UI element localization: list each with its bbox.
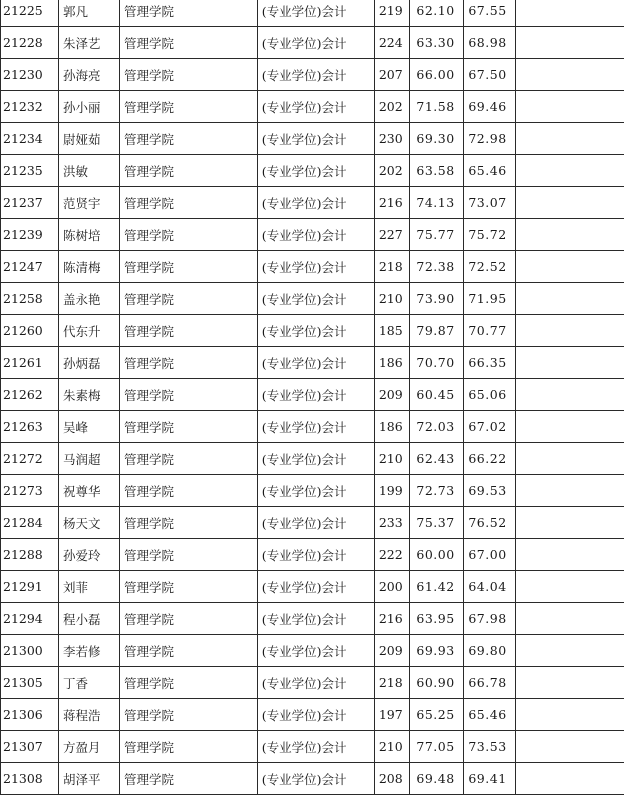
retest-score-cell: 71.58 bbox=[409, 91, 463, 123]
total-score-cell: 69.53 bbox=[463, 475, 515, 507]
initial-score-cell: 224 bbox=[374, 27, 409, 59]
student-name-cell: 孙小丽 bbox=[58, 91, 119, 123]
retest-score-cell: 62.43 bbox=[409, 443, 463, 475]
table-row bbox=[1, 347, 624, 379]
initial-score-cell: 210 bbox=[374, 443, 409, 475]
major-cell: (专业学位)会计 bbox=[257, 187, 374, 219]
initial-score-cell: 199 bbox=[374, 475, 409, 507]
student-name-cell: 陈树培 bbox=[58, 219, 119, 251]
retest-score-cell: 70.70 bbox=[409, 347, 463, 379]
total-score-cell: 69.80 bbox=[463, 635, 515, 667]
student-id-cell: 21284 bbox=[1, 507, 59, 539]
major-cell: (专业学位)会计 bbox=[257, 763, 374, 795]
school-cell: 管理学院 bbox=[119, 91, 257, 123]
major-cell: (专业学位)会计 bbox=[257, 27, 374, 59]
student-name-cell: 祝尊华 bbox=[58, 475, 119, 507]
retest-score-cell: 75.77 bbox=[409, 219, 463, 251]
empty-cell bbox=[515, 731, 624, 763]
student-name-cell: 盖永艳 bbox=[58, 283, 119, 315]
table-row bbox=[1, 667, 624, 699]
initial-score-cell: 186 bbox=[374, 347, 409, 379]
student-name-cell: 代东升 bbox=[58, 315, 119, 347]
school-cell: 管理学院 bbox=[119, 443, 257, 475]
retest-score-cell: 66.00 bbox=[409, 59, 463, 91]
student-id-cell: 21305 bbox=[1, 667, 59, 699]
table-row bbox=[1, 635, 624, 667]
initial-score-cell: 208 bbox=[374, 763, 409, 795]
student-name-cell: 胡泽平 bbox=[58, 763, 119, 795]
retest-score-cell: 69.30 bbox=[409, 123, 463, 155]
total-score-cell: 67.50 bbox=[463, 59, 515, 91]
table-row bbox=[1, 507, 624, 539]
initial-score-cell: 210 bbox=[374, 731, 409, 763]
table-row bbox=[1, 763, 624, 795]
table-row bbox=[1, 475, 624, 507]
student-id-cell: 21272 bbox=[1, 443, 59, 475]
major-cell: (专业学位)会计 bbox=[257, 59, 374, 91]
student-name-cell: 程小磊 bbox=[58, 603, 119, 635]
total-score-cell: 66.78 bbox=[463, 667, 515, 699]
initial-score-cell: 218 bbox=[374, 667, 409, 699]
school-cell: 管理学院 bbox=[119, 251, 257, 283]
total-score-cell: 68.98 bbox=[463, 27, 515, 59]
initial-score-cell: 233 bbox=[374, 507, 409, 539]
major-cell: (专业学位)会计 bbox=[257, 507, 374, 539]
student-name-cell: 刘菲 bbox=[58, 571, 119, 603]
major-cell: (专业学位)会计 bbox=[257, 699, 374, 731]
table-row bbox=[1, 251, 624, 283]
empty-cell bbox=[515, 59, 624, 91]
major-cell: (专业学位)会计 bbox=[257, 155, 374, 187]
school-cell: 管理学院 bbox=[119, 283, 257, 315]
total-score-cell: 65.06 bbox=[463, 379, 515, 411]
major-cell: (专业学位)会计 bbox=[257, 0, 374, 27]
empty-cell bbox=[515, 251, 624, 283]
school-cell: 管理学院 bbox=[119, 731, 257, 763]
empty-cell bbox=[515, 0, 624, 27]
total-score-cell: 69.41 bbox=[463, 763, 515, 795]
school-cell: 管理学院 bbox=[119, 315, 257, 347]
table-row bbox=[1, 603, 624, 635]
initial-score-cell: 219 bbox=[374, 0, 409, 27]
total-score-cell: 70.77 bbox=[463, 315, 515, 347]
total-score-cell: 66.35 bbox=[463, 347, 515, 379]
table-row bbox=[1, 0, 624, 27]
school-cell: 管理学院 bbox=[119, 187, 257, 219]
retest-score-cell: 69.93 bbox=[409, 635, 463, 667]
initial-score-cell: 186 bbox=[374, 411, 409, 443]
student-id-cell: 21300 bbox=[1, 635, 59, 667]
major-cell: (专业学位)会计 bbox=[257, 443, 374, 475]
initial-score-cell: 230 bbox=[374, 123, 409, 155]
student-name-cell: 朱泽艺 bbox=[58, 27, 119, 59]
table-row bbox=[1, 379, 624, 411]
total-score-cell: 66.22 bbox=[463, 443, 515, 475]
empty-cell bbox=[515, 347, 624, 379]
retest-score-cell: 63.58 bbox=[409, 155, 463, 187]
initial-score-cell: 222 bbox=[374, 539, 409, 571]
total-score-cell: 75.72 bbox=[463, 219, 515, 251]
student-name-cell: 马润超 bbox=[58, 443, 119, 475]
retest-score-cell: 60.90 bbox=[409, 667, 463, 699]
school-cell: 管理学院 bbox=[119, 219, 257, 251]
total-score-cell: 65.46 bbox=[463, 155, 515, 187]
empty-cell bbox=[515, 411, 624, 443]
school-cell: 管理学院 bbox=[119, 763, 257, 795]
student-id-cell: 21247 bbox=[1, 251, 59, 283]
student-id-cell: 21237 bbox=[1, 187, 59, 219]
empty-cell bbox=[515, 667, 624, 699]
retest-score-cell: 61.42 bbox=[409, 571, 463, 603]
student-id-cell: 21232 bbox=[1, 91, 59, 123]
student-name-cell: 孙爱玲 bbox=[58, 539, 119, 571]
total-score-cell: 72.98 bbox=[463, 123, 515, 155]
student-name-cell: 陈清梅 bbox=[58, 251, 119, 283]
major-cell: (专业学位)会计 bbox=[257, 667, 374, 699]
empty-cell bbox=[515, 27, 624, 59]
total-score-cell: 67.02 bbox=[463, 411, 515, 443]
total-score-cell: 73.07 bbox=[463, 187, 515, 219]
retest-score-cell: 60.45 bbox=[409, 379, 463, 411]
major-cell: (专业学位)会计 bbox=[257, 731, 374, 763]
total-score-cell: 67.55 bbox=[463, 0, 515, 27]
student-id-cell: 21307 bbox=[1, 731, 59, 763]
student-name-cell: 杨天文 bbox=[58, 507, 119, 539]
retest-score-cell: 73.90 bbox=[409, 283, 463, 315]
table-row bbox=[1, 283, 624, 315]
empty-cell bbox=[515, 443, 624, 475]
major-cell: (专业学位)会计 bbox=[257, 315, 374, 347]
student-id-cell: 21306 bbox=[1, 699, 59, 731]
student-id-cell: 21262 bbox=[1, 379, 59, 411]
student-name-cell: 吴峰 bbox=[58, 411, 119, 443]
student-name-cell: 范贤宇 bbox=[58, 187, 119, 219]
total-score-cell: 76.52 bbox=[463, 507, 515, 539]
total-score-cell: 65.46 bbox=[463, 699, 515, 731]
table-row bbox=[1, 219, 624, 251]
empty-cell bbox=[515, 283, 624, 315]
school-cell: 管理学院 bbox=[119, 603, 257, 635]
total-score-cell: 67.00 bbox=[463, 539, 515, 571]
student-id-cell: 21260 bbox=[1, 315, 59, 347]
major-cell: (专业学位)会计 bbox=[257, 251, 374, 283]
major-cell: (专业学位)会计 bbox=[257, 539, 374, 571]
student-id-cell: 21308 bbox=[1, 763, 59, 795]
table-row bbox=[1, 155, 624, 187]
student-id-cell: 21258 bbox=[1, 283, 59, 315]
empty-cell bbox=[515, 635, 624, 667]
table-row bbox=[1, 27, 624, 59]
empty-cell bbox=[515, 155, 624, 187]
major-cell: (专业学位)会计 bbox=[257, 219, 374, 251]
school-cell: 管理学院 bbox=[119, 667, 257, 699]
total-score-cell: 72.52 bbox=[463, 251, 515, 283]
table-row bbox=[1, 315, 624, 347]
student-id-cell: 21225 bbox=[1, 0, 59, 27]
major-cell: (专业学位)会计 bbox=[257, 379, 374, 411]
table-row bbox=[1, 731, 624, 763]
student-id-cell: 21234 bbox=[1, 123, 59, 155]
school-cell: 管理学院 bbox=[119, 0, 257, 27]
student-id-cell: 21235 bbox=[1, 155, 59, 187]
total-score-cell: 64.04 bbox=[463, 571, 515, 603]
initial-score-cell: 210 bbox=[374, 283, 409, 315]
major-cell: (专业学位)会计 bbox=[257, 91, 374, 123]
table-row bbox=[1, 411, 624, 443]
student-name-cell: 李若修 bbox=[58, 635, 119, 667]
retest-score-cell: 60.00 bbox=[409, 539, 463, 571]
table-row bbox=[1, 59, 624, 91]
initial-score-cell: 209 bbox=[374, 379, 409, 411]
school-cell: 管理学院 bbox=[119, 379, 257, 411]
school-cell: 管理学院 bbox=[119, 507, 257, 539]
total-score-cell: 69.46 bbox=[463, 91, 515, 123]
student-name-cell: 丁香 bbox=[58, 667, 119, 699]
student-id-cell: 21273 bbox=[1, 475, 59, 507]
retest-score-cell: 77.05 bbox=[409, 731, 463, 763]
school-cell: 管理学院 bbox=[119, 59, 257, 91]
table-row bbox=[1, 539, 624, 571]
school-cell: 管理学院 bbox=[119, 635, 257, 667]
major-cell: (专业学位)会计 bbox=[257, 603, 374, 635]
initial-score-cell: 207 bbox=[374, 59, 409, 91]
student-id-cell: 21228 bbox=[1, 27, 59, 59]
retest-score-cell: 65.25 bbox=[409, 699, 463, 731]
empty-cell bbox=[515, 315, 624, 347]
major-cell: (专业学位)会计 bbox=[257, 571, 374, 603]
student-name-cell: 尉娅茹 bbox=[58, 123, 119, 155]
student-id-cell: 21230 bbox=[1, 59, 59, 91]
empty-cell bbox=[515, 91, 624, 123]
retest-score-cell: 63.95 bbox=[409, 603, 463, 635]
retest-score-cell: 62.10 bbox=[409, 0, 463, 27]
total-score-cell: 73.53 bbox=[463, 731, 515, 763]
initial-score-cell: 197 bbox=[374, 699, 409, 731]
school-cell: 管理学院 bbox=[119, 155, 257, 187]
initial-score-cell: 202 bbox=[374, 91, 409, 123]
student-id-cell: 21239 bbox=[1, 219, 59, 251]
retest-score-cell: 75.37 bbox=[409, 507, 463, 539]
initial-score-cell: 227 bbox=[374, 219, 409, 251]
retest-score-cell: 72.73 bbox=[409, 475, 463, 507]
retest-score-cell: 72.03 bbox=[409, 411, 463, 443]
retest-score-cell: 74.13 bbox=[409, 187, 463, 219]
empty-cell bbox=[515, 507, 624, 539]
empty-cell bbox=[515, 219, 624, 251]
empty-cell bbox=[515, 475, 624, 507]
empty-cell bbox=[515, 763, 624, 795]
student-name-cell: 方盈月 bbox=[58, 731, 119, 763]
table-row bbox=[1, 91, 624, 123]
school-cell: 管理学院 bbox=[119, 539, 257, 571]
total-score-cell: 71.95 bbox=[463, 283, 515, 315]
empty-cell bbox=[515, 123, 624, 155]
retest-score-cell: 69.48 bbox=[409, 763, 463, 795]
school-cell: 管理学院 bbox=[119, 475, 257, 507]
initial-score-cell: 200 bbox=[374, 571, 409, 603]
student-name-cell: 蒋程浩 bbox=[58, 699, 119, 731]
student-name-cell: 朱素梅 bbox=[58, 379, 119, 411]
major-cell: (专业学位)会计 bbox=[257, 475, 374, 507]
empty-cell bbox=[515, 379, 624, 411]
school-cell: 管理学院 bbox=[119, 411, 257, 443]
empty-cell bbox=[515, 539, 624, 571]
major-cell: (专业学位)会计 bbox=[257, 635, 374, 667]
school-cell: 管理学院 bbox=[119, 123, 257, 155]
student-name-cell: 郭凡 bbox=[58, 0, 119, 27]
total-score-cell: 67.98 bbox=[463, 603, 515, 635]
school-cell: 管理学院 bbox=[119, 27, 257, 59]
table-row bbox=[1, 123, 624, 155]
empty-cell bbox=[515, 699, 624, 731]
student-id-cell: 21294 bbox=[1, 603, 59, 635]
initial-score-cell: 216 bbox=[374, 187, 409, 219]
student-id-cell: 21261 bbox=[1, 347, 59, 379]
initial-score-cell: 218 bbox=[374, 251, 409, 283]
school-cell: 管理学院 bbox=[119, 347, 257, 379]
major-cell: (专业学位)会计 bbox=[257, 411, 374, 443]
student-name-cell: 洪敏 bbox=[58, 155, 119, 187]
major-cell: (专业学位)会计 bbox=[257, 347, 374, 379]
student-name-cell: 孙炳磊 bbox=[58, 347, 119, 379]
initial-score-cell: 185 bbox=[374, 315, 409, 347]
retest-score-cell: 63.30 bbox=[409, 27, 463, 59]
initial-score-cell: 202 bbox=[374, 155, 409, 187]
empty-cell bbox=[515, 603, 624, 635]
table-row bbox=[1, 443, 624, 475]
major-cell: (专业学位)会计 bbox=[257, 283, 374, 315]
table-body bbox=[1, 0, 624, 795]
table-row bbox=[1, 571, 624, 603]
empty-cell bbox=[515, 571, 624, 603]
school-cell: 管理学院 bbox=[119, 571, 257, 603]
table-row bbox=[1, 699, 624, 731]
student-id-cell: 21288 bbox=[1, 539, 59, 571]
initial-score-cell: 209 bbox=[374, 635, 409, 667]
table-row bbox=[1, 187, 624, 219]
empty-cell bbox=[515, 187, 624, 219]
retest-score-cell: 72.38 bbox=[409, 251, 463, 283]
student-id-cell: 21291 bbox=[1, 571, 59, 603]
school-cell: 管理学院 bbox=[119, 699, 257, 731]
retest-score-cell: 79.87 bbox=[409, 315, 463, 347]
student-id-cell: 21263 bbox=[1, 411, 59, 443]
student-name-cell: 孙海亮 bbox=[58, 59, 119, 91]
major-cell: (专业学位)会计 bbox=[257, 123, 374, 155]
initial-score-cell: 216 bbox=[374, 603, 409, 635]
